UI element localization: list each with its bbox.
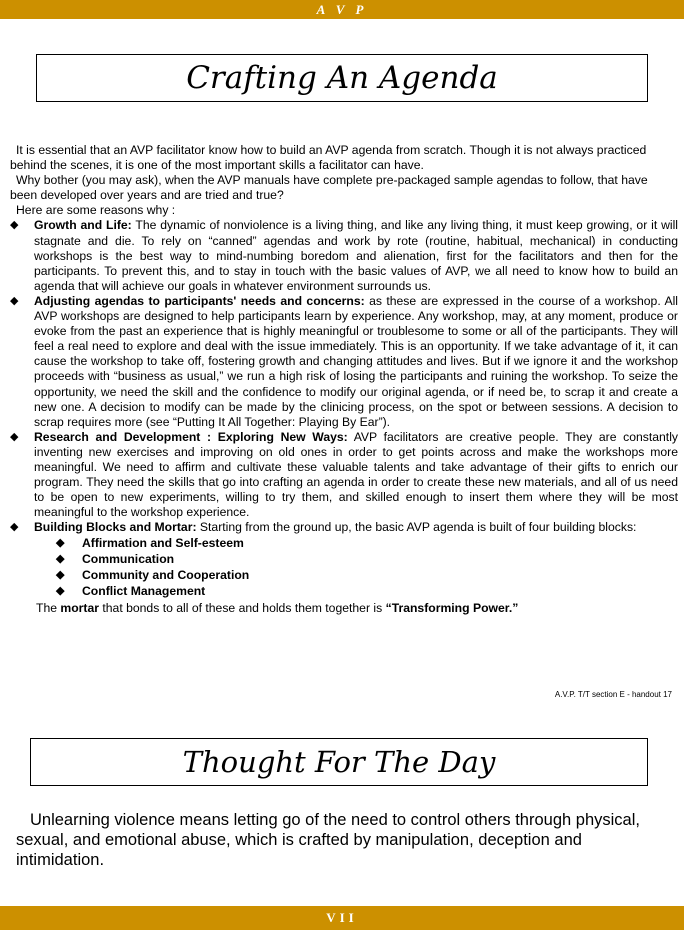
page-title-box	[36, 54, 648, 102]
diamond-bullet-icon: ◆	[56, 569, 65, 582]
mortar-text-b: mortar	[60, 601, 99, 616]
footer-bar	[0, 906, 684, 930]
bullet-text: as these are expressed in the course of a workshop. All AVP workshops are designed to help participants learn by experience. Any workshop, may, at any moment, produce or evoke from the past an experience that is highly meaningful or troublesome to some or all of the participants. They will feel a real need to explore and deal with the issue immediately. This is an opportunity. If we take advantage of it, it can cause the workshop to take off, fostering growth and changing attitudes and lives. But if we ignore it and the workshop proceeds with “business as usual,” we run a high risk of losing the participants and ruining the workshop. To seize the opportunity, we need the skill and the confidence to modify our original agenda, or if need be, to scrap it and create a new one. A decision to modify can be made by the clinicing process, on the spot or between sessions. A decision to scrap requires more (see “Putting It All Together: Playing By Ear”).	[34, 293, 678, 429]
thought-title: Thought For The Day	[182, 745, 496, 779]
diamond-bullet-icon: ◆	[10, 219, 19, 232]
diamond-bullet-icon: ◆	[56, 537, 65, 550]
intro-paragraph-2: Why bother (you may ask), when the AVP manuals have complete pre-packaged sample agendas to follow, that have been developed over years and are tried and true?	[10, 173, 648, 203]
diamond-bullet-icon: ◆	[10, 521, 19, 534]
mortar-sentence	[10, 601, 678, 616]
bullet-text: Starting from the ground up, the basic AVP agenda is built of four building blocks:	[196, 520, 637, 535]
diamond-bullet-icon: ◆	[10, 430, 19, 443]
intro-paragraph-3: Here are some reasons why :	[16, 203, 176, 218]
bullet-heading: Building Blocks and Mortar:	[34, 520, 197, 535]
building-block-item	[10, 567, 678, 583]
thought-title-box	[30, 738, 648, 786]
building-block-label: Community and Cooperation	[82, 568, 250, 583]
diamond-bullet-icon: ◆	[10, 294, 19, 307]
thought-text-block	[16, 810, 666, 870]
header-label: A V P	[316, 2, 368, 17]
handout-reference: A.V.P. T/T section E - handout 17	[554, 690, 672, 699]
article-body	[10, 143, 678, 617]
bullet-text: The dynamic of nonviolence is a living thing, and like any living thing, it must keep growing, or it will stagnate and die. To rely on “canned” agendas and work by rote (routine, habitual, mechanical) in conducting workshops is the best way to mind-numbing boredom and alienation, first for the facilitators and then for the participants. To prevent this, and to stay in touch with the basic values of AVP, we all need to know how to build an agenda that will achieve our goals in whatever environment surrounds us.	[34, 218, 678, 293]
bullet-heading: Adjusting agendas to participants' needs and concerns:	[34, 293, 365, 308]
building-block-item	[10, 535, 678, 551]
list-item	[10, 294, 678, 430]
building-block-item	[10, 583, 678, 599]
mortar-text-c: that bonds to all of these and holds them together is	[99, 601, 386, 616]
thought-text: Unlearning violence means letting go of the need to control others through physical, sexual, and emotional abuse, which is crafted by manipulation, deception and intimidation.	[16, 811, 640, 869]
building-block-item	[10, 551, 678, 567]
intro-paragraph-1: It is essential that an AVP facilitator know how to build an AVP agenda from scratch. Though it is not always practiced behind the scenes, it is one of the most important skills a facilitator can have.	[10, 143, 647, 173]
page-number: VII	[326, 910, 358, 925]
mortar-text-d: “Transforming Power.”	[385, 601, 519, 616]
bullet-text: AVP facilitators are creative people. They are constantly inventing new exercises and improving on old ones in order to get points across and make the workshops more meaningful. We need to affirm and cultivate these valuable talents and take advantage of their gifts to enrich our program. They need the skills that go into crafting an agenda in order to create these new materials, and all of us need to be open to new experiments, willing to try them, and skilled enough to insert them where they will be most meaningful to the workshop experience.	[34, 429, 678, 520]
building-block-label: Affirmation and Self-esteem	[82, 536, 244, 551]
mortar-text-a: The	[36, 601, 61, 616]
page-title: Crafting An Agenda	[186, 60, 498, 96]
bullet-heading: Research and Development : Exploring New Ways:	[34, 429, 348, 444]
diamond-bullet-icon: ◆	[56, 553, 65, 566]
diamond-bullet-icon: ◆	[56, 585, 65, 598]
list-item	[10, 218, 678, 293]
list-item	[10, 430, 678, 521]
bullet-heading: Growth and Life:	[34, 218, 132, 233]
building-block-label: Conflict Management	[82, 584, 206, 599]
building-block-label: Communication	[82, 552, 175, 567]
list-item	[10, 520, 678, 535]
header-bar	[0, 0, 684, 19]
